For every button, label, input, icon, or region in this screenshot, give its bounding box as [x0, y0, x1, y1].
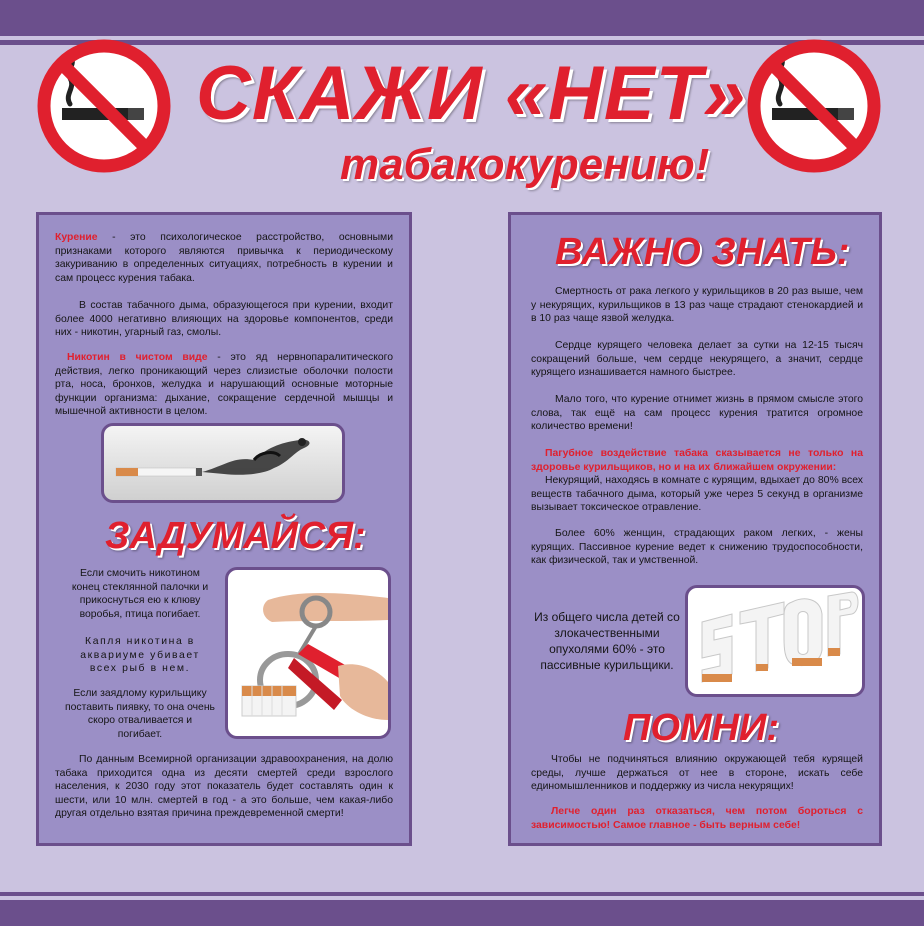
handcuffs-image — [225, 567, 391, 739]
poster-subtitle: табакокурению! — [340, 140, 710, 189]
who-statistics: По данным Всемирной организации здравоохранения, на долю табака приходится одна из десяти смертей среди взрослого населения, к 2030 году этот показатель будет составлять один к шести, или 10 млн. смертей в год - а это больше, чем какая-либо другая отдельно взятая причина преждевременной смерти! — [55, 754, 393, 820]
cigarette-smoke-icon — [104, 426, 342, 500]
cigarette-smoke-image — [101, 423, 345, 503]
leech-fact: Если заядлому курильщику поставить пиявку, то она очень скоро отваливается и погибает. — [65, 688, 215, 740]
aquarium-fact: Капля никотина в аквариуме убивает всех рыб в нем. — [80, 636, 200, 675]
heart-fact: Сердце курящего человека делает за сутки на 12-15 тысяч сокращений больше, чем сердце некурящего, а значит, сердце курящего изнашивается намного быстрее. — [531, 340, 863, 379]
right-panel — [508, 212, 882, 846]
lung-cancer-fact: Смертность от рака легкого у курильщиков в 20 раз выше, чем у некурящих, курильщиков в 13 раз чаще страдают стенокардией и в 10 раз чаще язвой желудка. — [531, 286, 863, 325]
smoking-definition: Курение - это психологическое расстройство, основными признаками которого являются привычка к периодическому закуриванию в определенных ситуациях, потребность в курении и сам процесс курения табака. — [55, 232, 393, 284]
bottom-band-line — [0, 892, 924, 896]
no-smoking-icon — [744, 36, 884, 176]
sparrow-fact: Если смочить никотином конец стеклянной палочки и прикоснуться ею к клюву воробья, птица погибает. — [71, 568, 209, 620]
women-fact: Более 60% женщин, страдающих раком легких, - жены курящих. Пассивное курение ведет к снижению трудоспособности, как физической, так и умственной. — [531, 528, 863, 567]
top-band — [0, 0, 924, 36]
handcuffs-cigarettes-icon — [228, 570, 388, 736]
advice-paragraph: Чтобы не подчиняться влиянию окружающей тебя курящей среды, лучше держаться от нее в стороне, искать себе единомышленников и поддержку из числа некурящих! — [531, 754, 863, 793]
final-motto: Легче один раз отказаться, чем потом бороться с зависимостью! Самое главное - быть верным себе! — [531, 806, 863, 831]
left-panel — [36, 212, 412, 846]
nicotine-term: Никотин в чистом виде — [67, 352, 208, 363]
children-fact: Из общего числа детей со злокачественными опухолями 60% - это пассивные курильщики. — [534, 610, 680, 672]
stop-cigarettes-image — [685, 585, 865, 697]
passive-smoking-fact: Пагубное воздействие табака сказывается не только на здоровье курильщиков, но и на их ближайшем окружении: Некурящий, находясь в комнате с курящим, вдыхает до 80% всех веществ табачного дыма, который уже через 5 секунд в организме вызывает токсическое отравление. — [531, 448, 863, 514]
poster-title: СКАЖИ «НЕТ» — [196, 51, 747, 136]
remember-heading: ПОМНИ: — [623, 707, 779, 749]
important-heading: ВАЖНО ЗНАТЬ: — [555, 231, 850, 273]
bottom-band — [0, 900, 924, 926]
tobacco-smoke-paragraph: В состав табачного дыма, образующегося при курении, входит более 4000 негативно влияющих на здоровье компонентов, среди них - никотин, угарный газ, смолы. — [55, 300, 393, 339]
smoking-term: Курение — [55, 232, 98, 243]
no-smoking-icon — [34, 36, 174, 176]
stop-cigarettes-icon — [688, 588, 862, 694]
time-fact: Мало того, что курение отнимет жизнь в прямом смысле этого слова, так ещё на сам процесс курения тратится огромное количество времени! — [531, 394, 863, 433]
harmful-effect-note: Пагубное воздействие табака сказывается не только на здоровье курильщиков, но и на их ближайшем окружении: — [531, 448, 863, 473]
nicotine-paragraph: Никотин в чистом виде - это яд нервнопаралитического действия, легко проникающий через слизистые оболочки полости рта, носа, бронхов, желудка и нарушающий основные моторные функции организма: дыхание, сокращение сердечной мышцы и мышечной активности в целом. — [55, 352, 393, 418]
think-heading: ЗАДУМАЙСЯ: — [105, 515, 366, 557]
